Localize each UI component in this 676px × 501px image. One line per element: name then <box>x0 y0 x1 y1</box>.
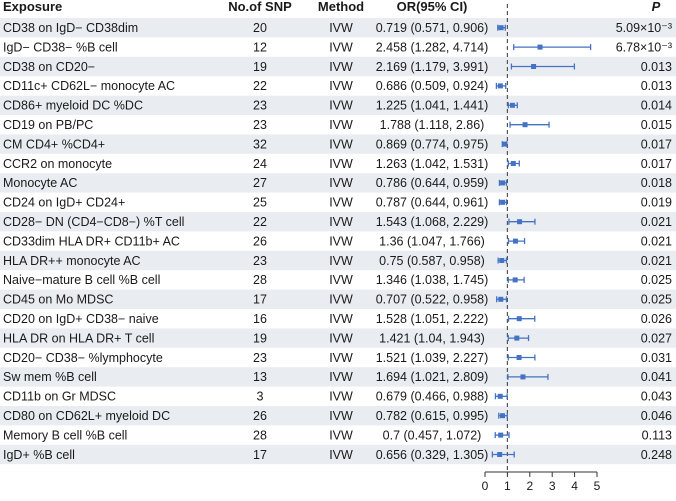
or-ci-value: 1.263 (1.042, 1.531) <box>375 156 489 171</box>
or-ci-value: 1.521 (1.039, 2.227) <box>375 350 489 365</box>
exposure-label: IgD− CD38− %B cell <box>3 40 118 55</box>
nsnp-value: 22 <box>253 79 267 94</box>
header-method: Method <box>317 0 365 14</box>
method-value: IVW <box>329 370 353 385</box>
method-value: IVW <box>329 409 353 423</box>
method-value: IVW <box>329 312 353 326</box>
method-value: IVW <box>329 215 353 229</box>
table-row <box>3 390 672 404</box>
table-rows <box>3 21 672 462</box>
p-value: 0.014 <box>640 98 672 113</box>
x-axis <box>482 472 601 493</box>
nsnp-value: 26 <box>253 409 267 423</box>
header-or: OR(95% CI) <box>396 0 468 14</box>
method-value: IVW <box>329 21 353 35</box>
header-exposure: Exposure <box>3 0 63 14</box>
point-estimate <box>497 452 502 457</box>
or-ci-value: 0.679 (0.466, 0.988) <box>375 389 489 404</box>
table-row <box>3 273 672 287</box>
nsnp-value: 32 <box>253 137 267 152</box>
p-value: 0.021 <box>640 234 672 249</box>
header-nsnp: No.of SNP <box>228 0 292 14</box>
exposure-label: HLA DR++ monocyte AC <box>3 253 141 268</box>
nsnp-value: 28 <box>253 428 267 443</box>
table-row <box>3 157 672 171</box>
or-ci-value: 0.869 (0.774, 0.975) <box>375 137 489 152</box>
p-value: 0.046 <box>640 409 672 423</box>
nsnp-value: 19 <box>253 331 267 346</box>
exposure-label: CD33dim HLA DR+ CD11b+ AC <box>3 234 180 249</box>
p-value: 0.013 <box>640 59 672 74</box>
nsnp-value: 16 <box>253 312 267 326</box>
or-ci-value: 0.707 (0.522, 0.958) <box>375 292 489 307</box>
or-ci-value: 0.719 (0.571, 0.906) <box>375 21 489 35</box>
nsnp-value: 13 <box>253 370 267 385</box>
exposure-label: CCR2 on monocyte <box>3 156 113 171</box>
point-estimate <box>513 277 518 282</box>
or-ci-value: 0.786 (0.644, 0.959) <box>375 176 489 191</box>
point-estimate <box>517 316 522 321</box>
exposure-label: CD38 on IgD− CD38dim <box>3 21 139 35</box>
method-value: IVW <box>329 137 353 152</box>
nsnp-value: 17 <box>253 292 267 307</box>
nsnp-value: 23 <box>253 98 267 113</box>
exposure-label: CD80 on CD62L+ myeloid DC <box>3 409 171 423</box>
point-estimate <box>520 374 525 379</box>
nsnp-value: 26 <box>253 234 267 249</box>
or-ci-value: 1.694 (1.021, 2.809) <box>375 370 489 385</box>
method-value: IVW <box>329 428 353 443</box>
exposure-label: HLA DR on HLA DR+ T cell <box>3 331 155 346</box>
method-value: IVW <box>329 234 353 249</box>
nsnp-value: 25 <box>253 195 267 210</box>
or-ci-value: 1.36 (1.047, 1.766) <box>379 234 485 249</box>
method-value: IVW <box>329 98 353 113</box>
nsnp-value: 22 <box>253 215 267 229</box>
table-row <box>3 312 672 326</box>
exposure-label: CD38 on CD20− <box>3 59 96 74</box>
exposure-label: Sw mem %B cell <box>3 370 97 385</box>
nsnp-value: 3 <box>256 389 264 404</box>
p-value: 0.017 <box>640 156 672 171</box>
p-value: 0.043 <box>640 389 672 404</box>
point-estimate <box>500 413 505 418</box>
header-row <box>3 0 661 14</box>
p-value: 6.78×10⁻³ <box>615 40 672 55</box>
or-ci-value: 2.169 (1.179, 3.991) <box>375 59 489 74</box>
point-estimate <box>498 433 503 438</box>
method-value: IVW <box>329 331 353 346</box>
or-ci-value: 1.225 (1.041, 1.441) <box>375 98 489 113</box>
method-value: IVW <box>329 253 353 268</box>
point-estimate <box>500 200 505 205</box>
point-estimate <box>499 25 504 30</box>
nsnp-value: 12 <box>253 40 267 55</box>
p-value: 0.013 <box>640 79 672 94</box>
or-ci-value: 0.656 (0.329, 1.305) <box>375 447 489 462</box>
nsnp-value: 17 <box>253 447 267 462</box>
exposure-label: CD86+ myeloid DC %DC <box>3 98 143 113</box>
point-estimate <box>498 394 503 399</box>
method-value: IVW <box>329 176 353 191</box>
point-estimate <box>499 258 504 263</box>
p-value: 0.021 <box>640 215 672 229</box>
exposure-label: CD28− DN (CD4−CD8−) %T cell <box>3 215 185 229</box>
p-value: 0.019 <box>640 195 672 210</box>
point-estimate <box>523 122 528 127</box>
exposure-label: CD19 on PB/PC <box>3 118 94 132</box>
point-estimate <box>498 297 503 302</box>
nsnp-value: 23 <box>253 350 267 365</box>
or-ci-value: 0.75 (0.587, 0.958) <box>379 253 485 268</box>
or-ci-value: 1.543 (1.068, 2.229) <box>375 215 489 229</box>
p-value: 5.09×10⁻³ <box>615 21 672 35</box>
exposure-label: CD20 on IgD+ CD38− naive <box>3 312 159 326</box>
point-estimate <box>538 45 543 50</box>
method-value: IVW <box>329 156 353 171</box>
p-value: 0.017 <box>640 137 672 152</box>
header-p: P <box>651 0 661 14</box>
or-ci-value: 0.7 (0.457, 1.072) <box>382 428 482 443</box>
point-estimate <box>500 180 505 185</box>
p-value: 0.025 <box>640 273 672 288</box>
p-value: 0.031 <box>640 350 672 365</box>
method-value: IVW <box>329 273 353 288</box>
exposure-label: Memory B cell %B cell <box>3 428 128 443</box>
point-estimate <box>498 83 503 88</box>
exposure-label: CD11c+ CD62L− monocyte AC <box>3 79 176 94</box>
nsnp-value: 20 <box>253 21 267 35</box>
method-value: IVW <box>329 350 353 365</box>
point-estimate <box>513 239 518 244</box>
exposure-label: CM CD4+ %CD4+ <box>3 137 106 152</box>
point-estimate <box>517 355 522 360</box>
x-tick-label: 2 <box>526 479 534 493</box>
exposure-label: Monocyte AC <box>3 176 78 191</box>
or-ci-value: 1.346 (1.038, 1.745) <box>375 273 489 288</box>
point-estimate <box>531 64 536 69</box>
or-ci-value: 2.458 (1.282, 4.714) <box>375 40 489 55</box>
or-ci-value: 0.787 (0.644, 0.961) <box>375 195 489 210</box>
point-estimate <box>514 336 519 341</box>
table-row <box>3 196 672 210</box>
or-ci-value: 1.788 (1.118, 2.86) <box>379 118 485 132</box>
or-ci-value: 0.686 (0.509, 0.924) <box>375 79 489 94</box>
point-estimate <box>502 142 507 147</box>
x-tick-label: 0 <box>481 479 489 493</box>
p-value: 0.025 <box>640 292 672 307</box>
x-tick-label: 4 <box>571 479 578 493</box>
method-value: IVW <box>329 79 353 94</box>
exposure-label: CD20− CD38− %lymphocyte <box>3 350 163 365</box>
p-value: 0.248 <box>640 447 672 462</box>
p-value: 0.018 <box>640 176 672 191</box>
x-tick-label: 5 <box>593 479 601 493</box>
nsnp-value: 23 <box>253 118 267 132</box>
p-value: 0.026 <box>640 312 672 326</box>
point-estimate <box>510 103 515 108</box>
method-value: IVW <box>329 40 353 55</box>
or-ci-value: 0.782 (0.615, 0.995) <box>375 409 489 423</box>
exposure-label: Naive−mature B cell %B cell <box>3 273 161 288</box>
x-tick-label: 3 <box>548 479 556 493</box>
p-value: 0.015 <box>640 118 672 132</box>
or-ci-value: 1.528 (1.051, 2.222) <box>375 312 489 326</box>
method-value: IVW <box>329 118 353 132</box>
exposure-label: CD24 on IgD+ CD24+ <box>3 195 126 210</box>
nsnp-value: 23 <box>253 253 267 268</box>
point-estimate <box>517 219 522 224</box>
exposure-label: CD45 on Mo MDSC <box>3 292 114 307</box>
p-value: 0.113 <box>641 428 672 443</box>
p-value: 0.027 <box>640 331 672 346</box>
method-value: IVW <box>329 389 353 404</box>
table-row <box>3 351 672 365</box>
method-value: IVW <box>329 447 353 462</box>
table-row <box>3 79 672 93</box>
exposure-label: CD11b on Gr MDSC <box>3 389 116 404</box>
table-row <box>3 428 672 442</box>
table-row <box>3 234 672 248</box>
exposure-label: IgD+ %B cell <box>3 447 75 462</box>
p-value: 0.021 <box>640 253 672 268</box>
table-row <box>3 118 672 132</box>
method-value: IVW <box>329 292 353 307</box>
p-value: 0.041 <box>640 370 672 385</box>
method-value: IVW <box>329 195 353 210</box>
nsnp-value: 28 <box>253 273 267 288</box>
point-estimate <box>511 161 516 166</box>
nsnp-value: 24 <box>253 156 267 171</box>
nsnp-value: 27 <box>253 176 267 191</box>
or-ci-value: 1.421 (1.04, 1.943) <box>379 331 485 346</box>
nsnp-value: 19 <box>253 59 267 74</box>
method-value: IVW <box>329 59 353 74</box>
x-tick-label: 1 <box>504 479 511 493</box>
